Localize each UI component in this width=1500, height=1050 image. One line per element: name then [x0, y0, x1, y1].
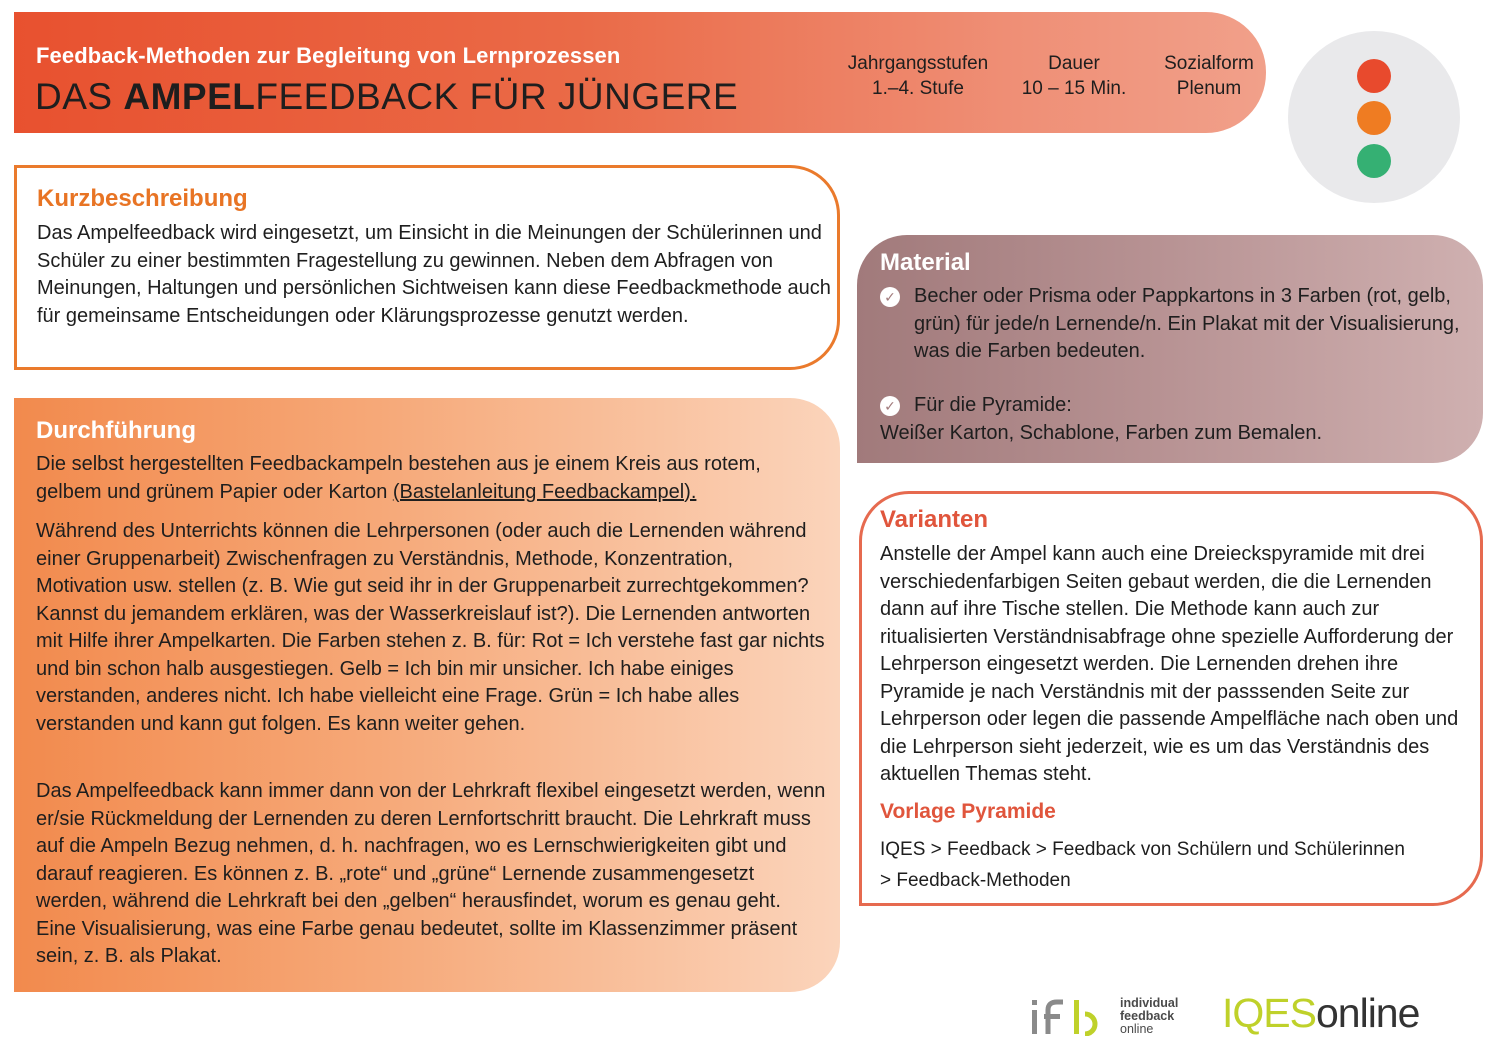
path-line: IQES > Feedback > Feedback von Schülern und Schülerinnen [880, 839, 1405, 860]
meta-label: Dauer [1048, 53, 1100, 74]
ifb-logo-icon [1030, 998, 1108, 1036]
iqes-logo-part: IQES [1222, 990, 1316, 1036]
material-item-line: Für die Pyramide: [914, 394, 1072, 416]
material-item-text [880, 392, 1470, 447]
ifb-text-line: online [1120, 1022, 1154, 1036]
varianten-text: Anstelle der Ampel kann auch eine Dreieckspyramide mit drei verschiedenfarbigen Seiten gebaut werden, die die Lernenden dann auf ihre Tische stellen. Die Methode kann auch zur ritualisierten Verständnisabfrage ohne spezielle Aufforderung der Lehrperson eingesetzt werden. Die Lernenden drehen ihre Pyramide je nach Verständnis mit der passsenden Seite zur Lehrperson oder legen die passende Ampelfläche nach oben und die Lehrperson sieht jederzeit, wie es um das Verständnis des aktuellen Themas steht. [880, 543, 1459, 785]
material-item [880, 392, 1470, 447]
meta-value: Plenum [1176, 78, 1242, 99]
durchfuehrung-p1-text: Die selbst hergestellten Feedbackampeln bestehen aus je einem Kreis aus rotem, gelbem und grünem Papier oder Karton [36, 453, 761, 503]
ifb-text-line: individual [1120, 996, 1179, 1010]
header-subtitle: Feedback-Methoden zur Begleitung von Lernprozessen [36, 43, 621, 68]
material-heading: Material [880, 249, 971, 276]
durchfuehrung-section [14, 398, 840, 992]
material-item [880, 283, 1470, 366]
meta-sozialform [1138, 51, 1280, 101]
header-banner [14, 12, 1266, 133]
varianten-section [859, 491, 1483, 906]
kurzbeschreibung-heading: Kurzbeschreibung [37, 185, 248, 212]
meta-label: Jahrgangsstufen [847, 53, 989, 74]
green-light-dot [1357, 144, 1391, 178]
online-logo-part: online [1315, 990, 1420, 1036]
material-section [857, 235, 1483, 463]
meta-label: Sozialform [1164, 53, 1254, 74]
bastelanleitung-link[interactable]: (Bastelanleitung Feedbackampel). [392, 480, 697, 503]
vorlage-pyramide-path [880, 834, 1470, 896]
check-circle-icon: ✓ [880, 287, 900, 307]
durchfuehrung-paragraph-1 [36, 451, 826, 506]
material-item-line: Weißer Karton, Schablone, Farben zum Bemalen. [880, 421, 1323, 444]
title-prefix: DAS [35, 76, 124, 117]
ifb-logo-text [1120, 997, 1178, 1036]
page-title [35, 76, 738, 118]
red-light-dot [1357, 59, 1391, 93]
varianten-heading: Varianten [880, 506, 989, 533]
iqes-online-logo [1222, 990, 1419, 1037]
kurzbeschreibung-text: Das Ampelfeedback wird eingesetzt, um Einsicht in die Meinungen der Schülerinnen und Schüler zu einer bestimmten Fragestellung zu gewinnen. Neben dem Abfragen von Meinungen, Haltungen und persönlichen Sichtweisen kann diese Feedbackmethode auch für gemeinsame Entscheidungen oder Klärungsprozesse genutzt werden. [37, 222, 831, 327]
meta-dauer [1004, 51, 1144, 101]
kurzbeschreibung-section [14, 165, 840, 370]
meta-jahrgangsstufen [840, 51, 996, 101]
material-item-text: Becher oder Prisma oder Pappkartons in 3 Farben (rot, gelb, grün) für jede/n Lernende/n. Ein Plakat mit der Visualisierung, was die Farben bedeuten. [914, 285, 1460, 362]
path-line: > Feedback-Methoden [880, 870, 1071, 891]
meta-value: 10 – 15 Min. [1021, 78, 1127, 99]
vorlage-pyramide-heading: Vorlage Pyramide [880, 800, 1056, 823]
durchfuehrung-paragraph-3: Das Ampelfeedback kann immer dann von der Lehrkraft flexibel eingesetzt werden, wenn er/sie Rückmeldung der Lernenden zu deren Lernfortschritt braucht. Die Lehrkraft muss auf die Ampeln Bezug nehmen, d. h. nachfragen, wo es Lernschwierigkeiten gibt und darauf reagieren. Es können z. B. „rote“ und „grüne“ Lernende zusammengesetzt werden, während die Lehrkraft bei den „gelben“ herausfindet, worum es genau geht. Eine Visualisierung, was eine Farbe genau bedeutet, sollte im Klassenzimmer präsent sein, z. B. als Plakat. [36, 780, 826, 967]
durchfuehrung-heading: Durchführung [36, 417, 196, 444]
durchfuehrung-paragraph-2: Während des Unterrichts können die Lehrpersonen (oder auch die Lernenden während einer Gruppenarbeit) Zwischenfragen zu Verständnis, Methode, Konzentration, Motivation usw. stellen (z. B. Wie gut seid ihr in der Gruppenarbeit zurrechtgekommen? Kannst du jemandem erklären, was der Wasserkreislauf ist?). Die Lernenden antworten mit Hilfe ihrer Ampelkarten. Die Farben stehen z. B. für: Rot = Ich verstehe fast gar nichts und bin schon halb ausgestiegen. Gelb = Ich bin mir unsicher. Ich habe einiges verstanden, anderes nicht. Ich habe vielleicht eine Frage. Grün = Ich habe alles verstanden und kann gut folgen. Es kann weiter gehen. [36, 520, 825, 735]
meta-value: 1.–4. Stufe [872, 78, 964, 99]
orange-light-dot [1357, 101, 1391, 135]
ifb-text-line: feedback [1120, 1009, 1175, 1023]
check-circle-icon: ✓ [880, 396, 900, 416]
title-suffix: FEEDBACK FÜR JÜNGERE [255, 76, 739, 117]
title-bold: AMPEL [123, 76, 256, 117]
